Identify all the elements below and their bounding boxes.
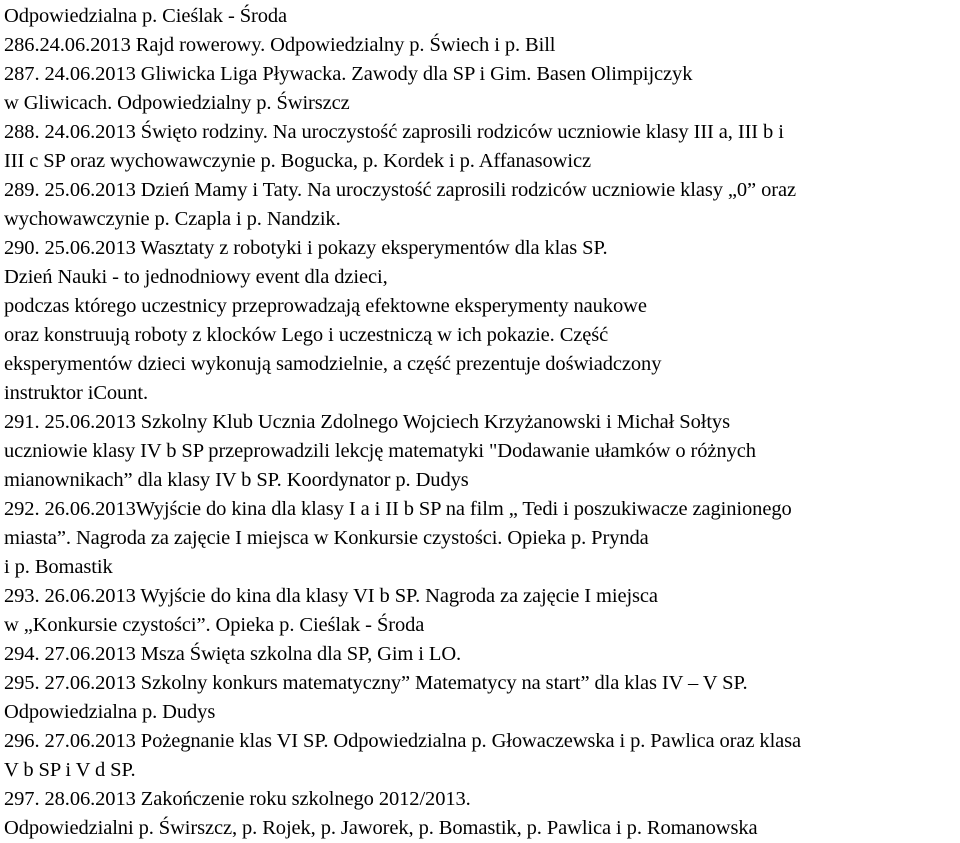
text-line-3: 287. 24.06.2013 Gliwicka Liga Pływacka. Zawody dla SP i Gim. Basen Olimpijczyk bbox=[4, 63, 693, 85]
text-line-8: wychowawczynie p. Czapla i p. Nandzik. bbox=[4, 208, 341, 230]
text-line-15: 291. 25.06.2013 Szkolny Klub Ucznia Zdolnego Wojciech Krzyżanowski i Michał Sołtys bbox=[4, 411, 730, 433]
text-line-27: V b SP i V d SP. bbox=[4, 759, 136, 781]
text-line-11: podczas którego uczestnicy przeprowadzają efektowne eksperymenty naukowe bbox=[4, 295, 647, 317]
text-line-24: 295. 27.06.2013 Szkolny konkurs matematyczny” Matematycy na start” dla klas IV – V SP. bbox=[4, 672, 748, 694]
text-line-21: 293. 26.06.2013 Wyjście do kina dla klasy VI b SP. Nagroda za zajęcie I miejsca bbox=[4, 585, 658, 607]
text-line-12: oraz konstruują roboty z klocków Lego i uczestniczą w ich pokazie. Część bbox=[4, 324, 609, 346]
text-line-2: 286.24.06.2013 Rajd rowerowy. Odpowiedzialny p. Świech i p. Bill bbox=[4, 34, 556, 56]
text-line-23: 294. 27.06.2013 Msza Święta szkolna dla SP, Gim i LO. bbox=[4, 643, 462, 665]
text-line-1: Odpowiedzialna p. Cieślak - Środa bbox=[4, 5, 288, 27]
text-line-16: uczniowie klasy IV b SP przeprowadzili lekcję matematyki "Dodawanie ułamków o różnych bbox=[4, 440, 756, 462]
text-line-28: 297. 28.06.2013 Zakończenie roku szkolnego 2012/2013. bbox=[4, 788, 471, 810]
text-line-13: eksperymentów dzieci wykonują samodzielnie, a część prezentuje doświadczony bbox=[4, 353, 662, 375]
text-line-4: w Gliwicach. Odpowiedzialny p. Świrszcz bbox=[4, 92, 350, 114]
text-line-18: 292. 26.06.2013Wyjście do kina dla klasy I a i II b SP na film „ Tedi i poszukiwacze zaginionego bbox=[4, 498, 792, 520]
text-line-14: instruktor iCount. bbox=[4, 382, 148, 404]
text-line-20: i p. Bomastik bbox=[4, 556, 113, 578]
text-line-5: 288. 24.06.2013 Święto rodziny. Na uroczystość zaprosili rodziców uczniowie klasy III a, III b i bbox=[4, 121, 784, 143]
text-line-25: Odpowiedzialna p. Dudys bbox=[4, 701, 216, 723]
text-line-22: w „Konkursie czystości”. Opieka p. Cieślak - Środa bbox=[4, 614, 425, 636]
text-line-26: 296. 27.06.2013 Pożegnanie klas VI SP. Odpowiedzialna p. Głowaczewska i p. Pawlica oraz klasa bbox=[4, 730, 802, 752]
text-line-7: 289. 25.06.2013 Dzień Mamy i Taty. Na uroczystość zaprosili rodziców uczniowie klasy „0” oraz bbox=[4, 179, 796, 201]
text-line-29: Odpowiedzialni p. Świrszcz, p. Rojek, p. Jaworek, p. Bomastik, p. Pawlica i p. Romanowska bbox=[4, 817, 758, 839]
text-line-10: Dzień Nauki - to jednodniowy event dla dzieci, bbox=[4, 266, 388, 288]
text-line-19: miasta”. Nagroda za zajęcie I miejsca w Konkursie czystości. Opieka p. Prynda bbox=[4, 527, 649, 549]
text-line-6: III c SP oraz wychowawczynie p. Bogucka, p. Kordek i p. Affanasowicz bbox=[4, 150, 591, 172]
text-line-17: mianownikach” dla klasy IV b SP. Koordynator p. Dudys bbox=[4, 469, 469, 491]
text-line-9: 290. 25.06.2013 Wasztaty z robotyki i pokazy eksperymentów dla klas SP. bbox=[4, 237, 608, 259]
